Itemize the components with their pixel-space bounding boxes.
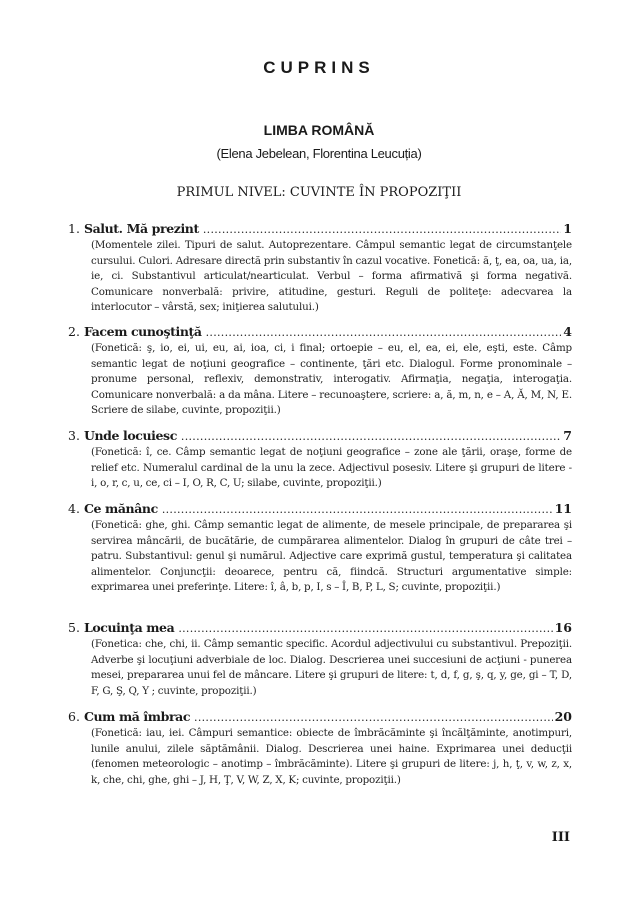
dot-leader [203,221,561,238]
entry-number: 6. [68,709,80,724]
toc-entry-heading[interactable] [68,220,572,238]
page-title: CUPRINS [263,58,375,77]
toc-entry-5 [68,619,572,699]
entry-description: (Fonetică: ghe, ghi. Câmp semantic legat de alimente, de mesele principale, de prepararea şi servirea mâncării, de bucătărie, de cumpărarea alimentelor. Dialog în grupuri de câte trei – patru. Substantivul: genul şi numărul. Adjective care exprimă gustul, temperatura şi calitatea alimentelor. Conjuncţii: deoarece, pentru că, fiindcă. Structuri argumentative simple: exprimarea unei preferinţe. Litere: î, â, b, p, I, s – Î, B, P, L, S; cuvinte, propoziţii.) [91,519,572,593]
entry-title: Cum mă îmbrac [83,709,191,724]
entry-description: (Fonetică: ş, io, ei, ui, eu, ai, ioa, ci, i final; ortoepie – eu, el, ea, ei, ele, eşti, este. Câmp semantic legat de noţiuni geografice – continente, ţări etc. Dialogul. Forme pronominale – pronume personal, reflexiv, demonstrativ, interogativ. Afirmaţia, negaţia, interogaţia. Comunicare nonverbală: a da mâna. Litere – recunoaştere, scriere: a, ă, m, n, e – A, Ă, M, N, E. Scriere de silabe, cuvinte, propoziţii.) [91,342,572,416]
entry-number: 4. [68,501,80,516]
entry-number: 2. [68,324,80,339]
entry-page: 1 [563,221,572,236]
entry-page: 11 [554,501,572,516]
toc-entry-4 [68,500,572,596]
entry-description: (Momentele zilei. Tipuri de salut. Autoprezentare. Câmpul semantic legat de circumstanţele cursului. Culori. Adresare directă prin substantiv în cazul vocative. Fonetică: ă, ţ, ea, oa, ua, ia, ie, ci. Substantivul articulat/nearticulat. Verbul – forma afirmativă şi forma negativă. Comunicare nonverbală: privire, atitudine, gesturi. Reguli de politeţe: adecvarea la interlocutor – vârstă, sex; iniţierea salutului.) [91,239,572,313]
toc-entry-heading[interactable] [68,619,572,637]
entry-description: (Fonetică: î, ce. Câmp semantic legat de noţiuni geografice – zone ale ţării, oraşe, forme de relief etc. Numeralul cardinal de la unu la zece. Adjectivul posesiv. Litere şi grupuri de litere - i, o, r, c, u, ce, ci – I, O, R, C, U; silabe, cuvinte, propoziţii.) [91,446,572,489]
entry-page: 16 [554,620,572,635]
dot-leader [178,620,552,637]
dot-leader [162,501,553,518]
entry-page: 20 [554,709,572,724]
entry-title: Facem cunoştinţă [83,324,202,339]
entry-title: Locuinţa mea [83,620,175,635]
page-number: III [551,830,570,845]
authors-line: (Elena Jebelean, Florentina Leucuția) [216,146,422,161]
toc-entry-heading[interactable] [68,427,572,445]
entry-number: 5. [68,620,80,635]
toc-entry-heading[interactable] [68,323,572,341]
entry-description: (Fonetica: che, chi, ii. Câmp semantic specific. Acordul adjectivului cu substantivul. Prepoziţii. Adverbe şi locuţiuni adverbiale de loc. Dialog. Descrierea unei succesiuni de acţiuni - punerea mesei, prepararea unui fel de mâncare. Litere şi grupuri de litere: t, d, f, g, ş, q, y, ge, gi – T, D, F, G, Ş, Q, Y ; cuvinte, propoziţii.) [91,638,572,697]
entry-title: Ce mănânc [83,501,158,516]
toc-entry-6 [68,708,572,788]
entry-title: Unde locuiesc [83,428,177,443]
dot-leader [181,428,561,445]
toc-entry-2 [68,323,572,419]
entry-title: Salut. Mă prezint [83,221,199,236]
entry-page: 4 [563,324,572,339]
dot-leader [206,324,562,341]
toc-entry-3 [68,427,572,492]
dot-leader [194,709,553,726]
entry-number: 1. [68,221,80,236]
entry-description: (Fonetică: iau, iei. Câmpuri semantice: obiecte de îmbrăcăminte şi încălţăminte, anotimpuri, lunile anului, zilele săptămânii. Dialog. Descrierea unei haine. Exprimarea unei deducţii (fenomen meteorologic – anotimp – îmbrăcăminte). Litere şi grupuri de litere: j, h, ţ, v, w, z, x, k, che, chi, ghe, ghi – J, H, Ţ, V, W, Z, X, K; cuvinte, propoziţii.) [91,727,572,786]
entry-number: 3. [68,428,80,443]
toc-entry-1 [68,220,572,316]
subject-heading: LIMBA ROMÂNĂ [263,122,375,138]
toc-entry-heading[interactable] [68,708,572,726]
entry-page: 7 [563,428,572,443]
toc-entry-heading[interactable] [68,500,572,518]
level-heading: PRIMUL NIVEL: CUVINTE ÎN PROPOZIŢII [176,185,462,200]
